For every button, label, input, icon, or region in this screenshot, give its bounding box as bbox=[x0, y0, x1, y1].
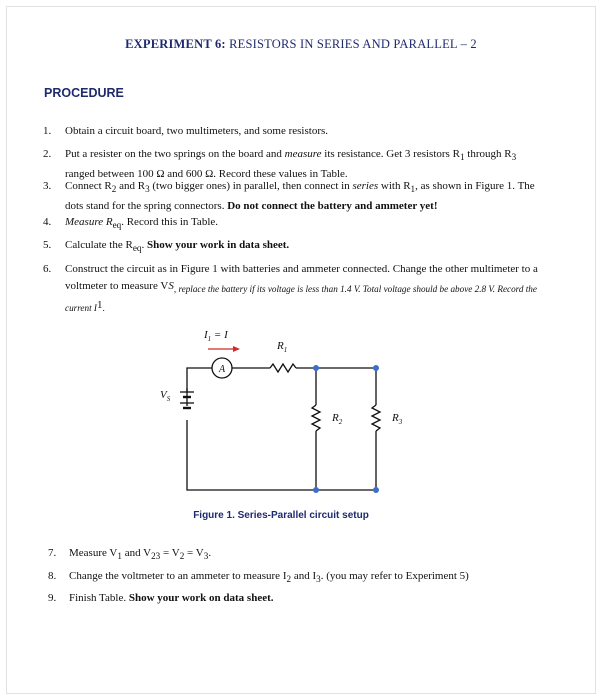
figure-caption: Figure 1. Series-Parallel circuit setup bbox=[193, 510, 369, 521]
step-2: 2. Put a resister on the two springs on the board and measure its resistance. Get 3 resistors $R_1$ through $R_3$ ranged between 100 Ω and 600 Ω. Record these values in Table. bbox=[43, 148, 517, 180]
resistor-r2-symbol bbox=[312, 405, 320, 431]
step-6: 6. Construct the circuit as in Figure 1 with batteries and ammeter connected. Change the other multimeter to a voltmeter to measure $VS_{, replace the battery if its voltage is less than 1.4 V. Total voltage should be above 2.8 V. Record the current I}1_.$ bbox=[43, 263, 538, 314]
step-3: 3. Connect $R_2$ and $R_3$ (two bigger ones) in parallel, then connect in series with $R_1$, as shown in Figure 1. The dots stand for the spring connectors. Do not connect the battery and ammeter yet! bbox=[43, 180, 535, 212]
resistor-r3-symbol bbox=[372, 405, 380, 431]
node-top-middle bbox=[313, 365, 319, 371]
node-bottom-middle bbox=[313, 487, 319, 493]
step-5: 5. Calculate the $R_{eq}$. Show your work in data sheet. bbox=[43, 239, 290, 254]
wire-bottom bbox=[187, 420, 376, 490]
page-title: EXPERIMENT 6: RESISTORS IN SERIES AND PARALLEL – 2 bbox=[125, 37, 477, 51]
step-7: 7. Measure $V_1$ and $V_{23} = V_2 = V_3$. bbox=[48, 547, 212, 562]
r2-label: $R_2$ bbox=[332, 412, 343, 426]
resistor-r1-symbol bbox=[270, 364, 296, 372]
section-heading: PROCEDURE bbox=[44, 86, 124, 100]
node-bottom-right bbox=[373, 487, 379, 493]
current-label: $I_1 = I$ bbox=[204, 329, 228, 343]
step-1: 1. Obtain a circuit board, two multimeters, and some resistors. bbox=[43, 125, 329, 137]
vs-label: $V_S$ bbox=[160, 389, 171, 403]
r3-label: $R_3$ bbox=[392, 412, 403, 426]
ammeter-label: A bbox=[218, 364, 226, 375]
step-4: 4. Measure $R_{eq}$. Record this in Table. bbox=[43, 216, 219, 231]
wire-top-left bbox=[187, 368, 212, 406]
step-8: 8. Change the voltmeter to an ammeter to measure $I_2$ and $I_3$. (you may refer to Experiment 5) bbox=[48, 570, 469, 585]
r1-label: $R_1$ bbox=[277, 340, 288, 354]
step-9: 9. Finish Table. Show your work on data sheet. bbox=[48, 592, 274, 604]
node-top-right bbox=[373, 365, 379, 371]
